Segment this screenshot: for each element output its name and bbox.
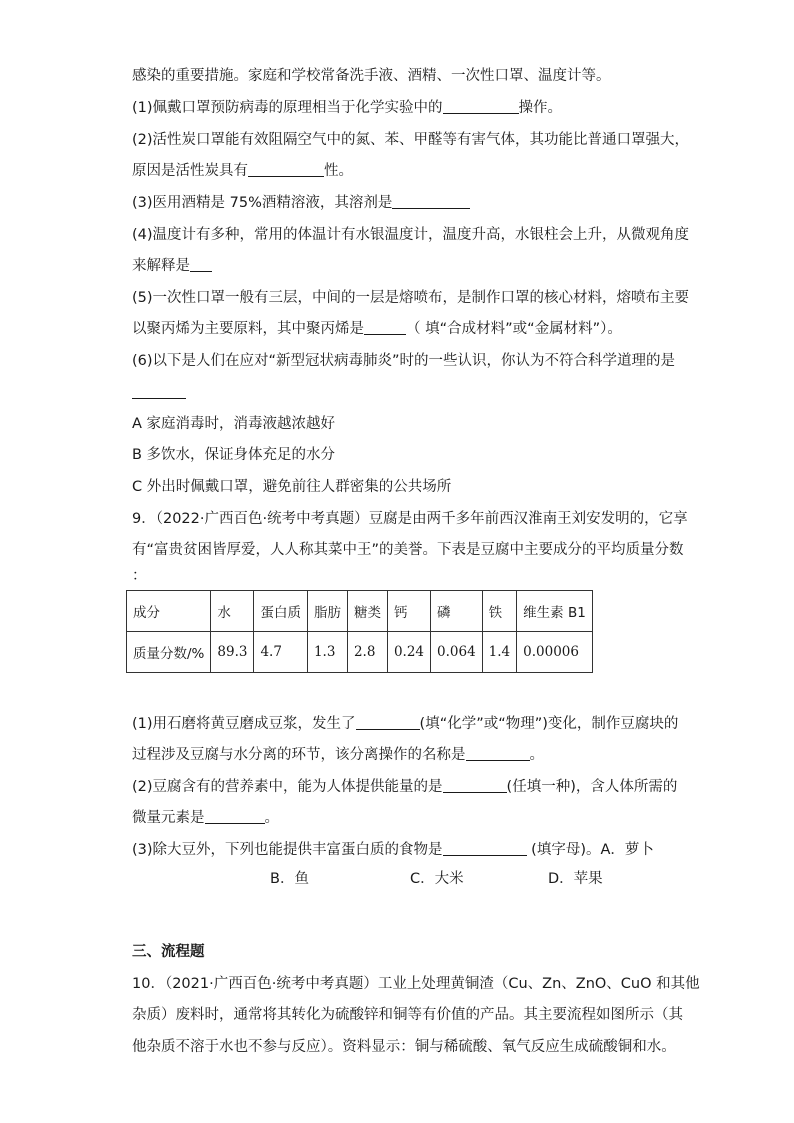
question-8-2-cont <box>132 161 353 181</box>
answer-blank[interactable] <box>248 162 324 177</box>
table-cell: 89.3 <box>211 632 254 673</box>
question-8-5-cont <box>132 319 622 339</box>
text: 操作。 <box>518 100 563 116</box>
table-row <box>127 591 593 632</box>
option-c <box>132 477 451 497</box>
question-8-6 <box>132 351 675 371</box>
text: 过程涉及豆腐与水分离的环节，该分离操作的名称是 <box>132 747 466 763</box>
table-cell: 2.8 <box>347 632 387 673</box>
text: C 外出时佩戴口罩，避免前往人群密集的公共场所 <box>132 479 452 495</box>
table-cell: 0.24 <box>387 632 430 673</box>
text: (填字母)。A．萝卜 <box>526 842 654 858</box>
option-b-fish <box>270 869 309 889</box>
table-cell: 糖类 <box>347 591 387 632</box>
answer-blank[interactable] <box>443 778 507 793</box>
option-c-rice <box>410 869 464 889</box>
question-8-3 <box>132 193 470 213</box>
text: (2)活性炭口罩能有效阻隔空气中的氮、苯、甲醛等有害气体，其功能比普通口罩强大， <box>132 132 690 148</box>
table-cell: 蛋白质 <box>254 591 308 632</box>
text: (6)以下是人们在应对“新型冠状病毒肺炎”时的一些认识，你认为不符合科学道理的是 <box>132 353 676 369</box>
table-cell: 维生素 B1 <box>517 591 593 632</box>
text: (3)医用酒精是 75%酒精溶液，其溶剂是 <box>132 195 393 211</box>
answer-blank[interactable] <box>364 320 406 335</box>
table-cell: 脂肪 <box>307 591 347 632</box>
text: (任填一种)，含人体所需的 <box>506 779 678 795</box>
question-8-1 <box>132 98 562 118</box>
intro-line <box>132 66 611 86</box>
answer-blank[interactable] <box>392 194 470 209</box>
table-cell: 0.00006 <box>517 632 593 673</box>
text: (3)除大豆外，下列也能提供丰富蛋白质的食物是 <box>132 842 443 858</box>
table-cell: 磷 <box>431 591 483 632</box>
text: （ 填“合成材料”或“金属材料”）。 <box>406 321 622 337</box>
question-9-1-cont <box>132 745 544 765</box>
text: B 多饮水，保证身体充足的水分 <box>132 447 336 463</box>
text: A 家庭消毒时，消毒液越浓越好 <box>132 416 336 432</box>
question-8-4-cont <box>132 256 212 276</box>
answer-blank[interactable] <box>443 99 519 114</box>
question-9-cont <box>132 540 684 560</box>
text: 三、流程题 <box>132 944 205 960</box>
section-heading <box>132 942 205 962</box>
question-10-cont2 <box>132 1037 676 1057</box>
text: B．鱼 <box>270 871 309 887</box>
text: 以聚丙烯为主要原料，其中聚丙烯是 <box>132 321 364 337</box>
question-9-2 <box>132 777 677 797</box>
question-9-1 <box>132 714 678 734</box>
text: 来解释是 <box>132 258 190 274</box>
table-cell: 4.7 <box>254 632 308 673</box>
option-b <box>132 445 335 465</box>
answer-blank[interactable] <box>205 809 265 824</box>
answer-blank[interactable] <box>466 746 530 761</box>
text: (1)佩戴口罩预防病毒的原理相当于化学实验中的 <box>132 100 443 116</box>
answer-blank[interactable] <box>356 715 420 730</box>
question-10-cont <box>132 1005 683 1025</box>
option-d-apple <box>548 869 603 889</box>
text: (1)用石磨将黄豆磨成豆浆，发生了 <box>132 716 356 732</box>
table-cell: 1.3 <box>307 632 347 673</box>
text: 感染的重要措施。家庭和学校常备洗手液、酒精、一次性口罩、温度计等。 <box>132 68 611 84</box>
table-cell: 成分 <box>127 591 211 632</box>
question-9 <box>132 509 688 529</box>
option-a <box>132 414 335 434</box>
table-cell: 铁 <box>482 591 516 632</box>
text: (2)豆腐含有的营养素中，能为人体提供能量的是 <box>132 779 443 795</box>
text: 有“富贵贫困皆厚爱，人人称其菜中王”的美誉。下表是豆腐中主要成分的平均质量分数 <box>132 542 684 558</box>
answer-blank[interactable] <box>132 384 186 399</box>
table-cell: 1.4 <box>482 632 516 673</box>
text: 。 <box>529 747 544 763</box>
text: 性。 <box>324 163 353 179</box>
answer-blank[interactable] <box>190 257 212 272</box>
table-cell: 0.064 <box>431 632 483 673</box>
table-cell: 质量分数/% <box>127 632 211 673</box>
text: ： <box>132 568 147 584</box>
table-row <box>127 632 593 673</box>
text: 微量元素是 <box>132 810 205 826</box>
text: C．大米 <box>410 871 464 887</box>
text: 。 <box>264 810 279 826</box>
question-8-4 <box>132 225 689 245</box>
question-10 <box>132 974 700 994</box>
text: 9．（2022·广西百色·统考中考真题）豆腐是由两千多年前西汉淮南王刘安发明的，它享 <box>132 511 688 527</box>
question-8-2 <box>132 130 689 150</box>
table-cell: 钙 <box>387 591 430 632</box>
text: 10．（2021·广西百色·统考中考真题）工业上处理黄铜渣（Cu、Zn、ZnO、CuO 和其他 <box>132 976 700 992</box>
text: 他杂质不溶于水也不参与反应）。资料显示：铜与稀硫酸、氧气反应生成硫酸铜和水。 <box>132 1039 676 1055</box>
question-9-2-cont <box>132 808 279 828</box>
text: (填“化学”或“物理”)变化，制作豆腐块的 <box>419 716 679 732</box>
text: (4)温度计有多种，常用的体温计有水银温度计，温度升高，水银柱会上升，从微观角度 <box>132 227 690 243</box>
text: D．苹果 <box>548 871 603 887</box>
text: (5)一次性口罩一般有三层，中间的一层是熔喷布，是制作口罩的核心材料，熔喷布主要 <box>132 290 690 306</box>
tofu-composition-table <box>126 590 593 673</box>
question-9-colon <box>132 566 147 586</box>
table-cell: 水 <box>211 591 254 632</box>
answer-blank[interactable] <box>443 841 527 856</box>
text: 杂质）废料时，通常将其转化为硫酸锌和铜等有价值的产品。其主要流程如图所示（其 <box>132 1007 683 1023</box>
question-8-6-blank-line <box>132 383 186 403</box>
text: 原因是活性炭具有 <box>132 163 248 179</box>
question-8-5 <box>132 288 689 308</box>
question-9-3 <box>132 840 654 860</box>
